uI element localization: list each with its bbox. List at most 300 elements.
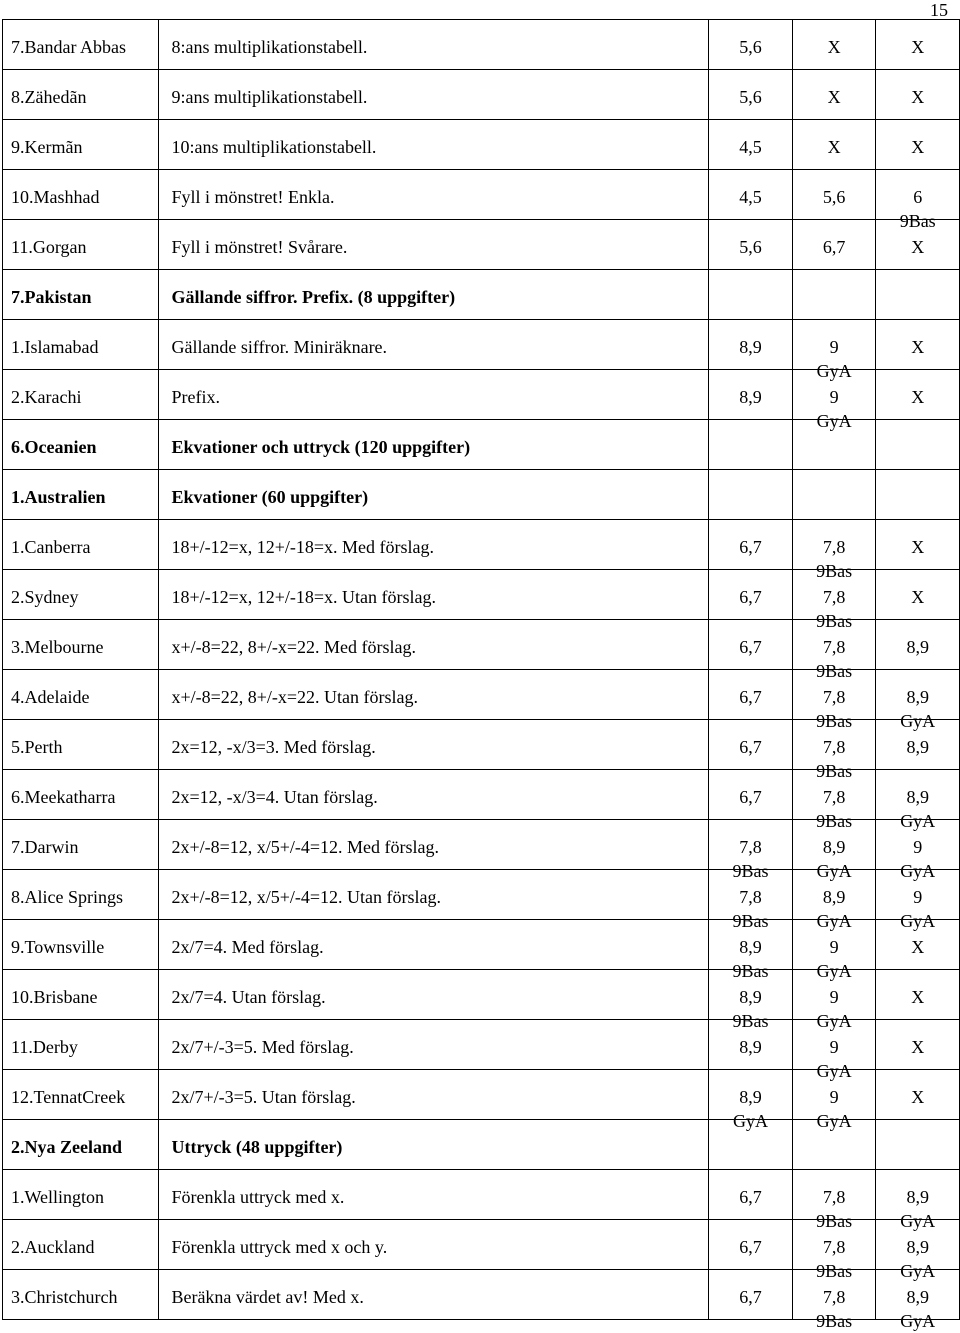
value-line: 4,5: [739, 137, 762, 157]
place-cell: [3, 570, 159, 620]
v1-cell: [709, 1120, 793, 1170]
v2-cell: [792, 670, 876, 731]
description-cell: [159, 270, 709, 320]
value-line: 7,8: [822, 1237, 846, 1257]
description-cell: [159, 620, 709, 670]
description-cell: [159, 820, 709, 870]
v1-cell: [709, 970, 793, 1031]
value-line: 9Bas: [732, 911, 769, 931]
value-line: 6,7: [739, 787, 762, 807]
table-row: [3, 120, 960, 170]
v2-cell: [792, 620, 876, 681]
place-name: 3.Christchurch: [11, 1287, 118, 1307]
value-line: X: [911, 387, 925, 407]
value-line: GyA: [900, 911, 936, 931]
v2-cell: [792, 470, 876, 520]
value-line: 6,7: [739, 737, 762, 757]
task-description: Förenkla uttryck med x och y.: [171, 1237, 388, 1257]
v1-cell: [709, 720, 793, 770]
v2-cell: [792, 920, 876, 981]
description-cell: [159, 1170, 709, 1220]
task-description: 18+/-12=x, 12+/-18=x. Med förslag.: [171, 537, 435, 557]
place-name: 8.Alice Springs: [11, 887, 123, 907]
task-description: Ekvationer (60 uppgifter): [171, 487, 369, 507]
table-row: [3, 170, 960, 220]
task-description: 9:ans multiplikationstabell.: [171, 87, 368, 107]
task-description: x+/-8=22, 8+/-x=22. Med förslag.: [171, 637, 417, 657]
value-line: 8,9: [739, 337, 762, 357]
value-line: 9: [913, 837, 923, 857]
value-line: 6: [913, 187, 923, 207]
v2-cell: [792, 1270, 876, 1331]
place-name: 9.Townsville: [11, 937, 105, 957]
value-line: X: [911, 87, 925, 107]
task-description: Uttryck (48 uppgifter): [171, 1137, 343, 1157]
value-line: 8,9: [906, 1187, 929, 1207]
v2-cell: [792, 320, 876, 381]
description-cell: [159, 170, 709, 220]
place-cell: [3, 670, 159, 720]
v1-cell: [709, 620, 793, 670]
place-name: 1.Australien: [11, 487, 106, 507]
value-line: 9: [829, 987, 839, 1007]
value-line: GyA: [816, 1061, 852, 1081]
table-row: [3, 70, 960, 120]
description-cell: [159, 70, 709, 120]
description-cell: [159, 520, 709, 570]
v3-cell: [876, 470, 960, 520]
table-row: [3, 870, 960, 920]
value-line: 9Bas: [732, 1011, 769, 1031]
v3-cell: [876, 420, 960, 470]
task-description: Gällande siffror. Prefix. (8 uppgifter): [171, 287, 456, 307]
section-row: [3, 1120, 960, 1170]
value-line: X: [827, 87, 841, 107]
place-name: 4.Adelaide: [11, 687, 90, 707]
value-line: 9: [829, 937, 839, 957]
value-line: 9Bas: [732, 961, 769, 981]
place-cell: [3, 470, 159, 520]
v2-cell: [792, 820, 876, 881]
place-cell: [3, 770, 159, 820]
value-line: 5,6: [739, 87, 762, 107]
page-number: 15: [930, 0, 948, 20]
value-line: GyA: [900, 1311, 936, 1331]
value-line: 9Bas: [816, 711, 853, 731]
place-name: 7.Pakistan: [11, 287, 92, 307]
v2-cell: [792, 1120, 876, 1170]
v2-cell: [792, 770, 876, 831]
v2-cell: [792, 1070, 876, 1131]
value-line: 8,9: [739, 937, 762, 957]
place-cell: [3, 520, 159, 570]
value-line: 7,8: [822, 587, 846, 607]
v3-cell: [876, 570, 960, 620]
description-cell: [159, 320, 709, 370]
v1-cell: [709, 320, 793, 370]
v3-cell: [876, 870, 960, 931]
description-cell: [159, 1120, 709, 1170]
v1-cell: [709, 120, 793, 170]
place-name: 2.Auckland: [11, 1237, 95, 1257]
value-line: 8,9: [906, 637, 929, 657]
v2-cell: [792, 870, 876, 931]
v3-cell: [876, 1020, 960, 1070]
value-line: 9Bas: [816, 1311, 853, 1331]
value-line: 8,9: [822, 887, 846, 907]
value-line: X: [911, 987, 925, 1007]
value-line: 5,6: [739, 37, 762, 57]
task-description: Prefix.: [171, 387, 220, 407]
task-description: 10:ans multiplikationstabell.: [171, 137, 377, 157]
v1-cell: [709, 520, 793, 570]
task-description: 18+/-12=x, 12+/-18=x. Utan förslag.: [171, 587, 437, 607]
section-row: [3, 470, 960, 520]
value-line: GyA: [900, 861, 936, 881]
v1-cell: [709, 170, 793, 220]
place-cell: [3, 170, 159, 220]
value-line: 8,9: [906, 1237, 929, 1257]
task-description: 2x/7=4. Utan förslag.: [171, 987, 326, 1007]
v2-cell: [792, 720, 876, 781]
v2-cell: [792, 520, 876, 581]
v3-cell: [876, 370, 960, 420]
value-line: 9Bas: [816, 1211, 853, 1231]
place-name: 11.Derby: [11, 1037, 78, 1057]
description-cell: [159, 920, 709, 970]
table-row: [3, 970, 960, 1020]
place-name: 8.Zähedãn: [11, 87, 87, 107]
v2-cell: [792, 220, 876, 270]
table-row: [3, 620, 960, 670]
value-line: 7,8: [822, 787, 846, 807]
v3-cell: [876, 120, 960, 170]
place-cell: [3, 1020, 159, 1070]
v3-cell: [876, 970, 960, 1020]
value-line: 9Bas: [816, 761, 853, 781]
place-cell: [3, 1120, 159, 1170]
value-line: 9Bas: [899, 211, 936, 231]
place-name: 6.Oceanien: [11, 437, 97, 457]
v1-cell: [709, 1270, 793, 1320]
v2-cell: [792, 170, 876, 220]
v3-cell: [876, 1270, 960, 1331]
value-line: 9Bas: [816, 661, 853, 681]
task-description: 8:ans multiplikationstabell.: [171, 37, 368, 57]
task-description: Fyll i mönstret! Svårare.: [171, 237, 348, 257]
place-name: 10.Brisbane: [11, 987, 98, 1007]
v3-cell: [876, 920, 960, 970]
value-line: X: [911, 537, 925, 557]
description-cell: [159, 570, 709, 620]
description-cell: [159, 370, 709, 420]
value-line: 7,8: [822, 537, 846, 557]
place-cell: [3, 620, 159, 670]
v1-cell: [709, 870, 793, 931]
value-line: 8,9: [739, 1087, 762, 1107]
v2-cell: [792, 20, 876, 70]
value-line: 7,8: [739, 887, 762, 907]
description-cell: [159, 1070, 709, 1120]
v2-cell: [792, 1170, 876, 1231]
table-row: [3, 1270, 960, 1320]
value-line: GyA: [816, 361, 852, 381]
v1-cell: [709, 1020, 793, 1070]
table-row: [3, 670, 960, 720]
place-name: 12.TennatCreek: [11, 1087, 126, 1107]
description-cell: [159, 770, 709, 820]
place-name: 7.Darwin: [11, 837, 79, 857]
place-name: 5.Perth: [11, 737, 63, 757]
place-name: 6.Meekatharra: [11, 787, 116, 807]
v1-cell: [709, 820, 793, 881]
v3-cell: [876, 820, 960, 881]
v1-cell: [709, 20, 793, 70]
task-description: 2x=12, -x/3=4. Utan förslag.: [171, 787, 378, 807]
value-line: 6,7: [822, 237, 846, 257]
description-cell: [159, 870, 709, 920]
place-name: 2.Karachi: [11, 387, 82, 407]
section-row: [3, 270, 960, 320]
table-row: [3, 820, 960, 870]
place-cell: [3, 1170, 159, 1220]
place-cell: [3, 320, 159, 370]
v3-cell: [876, 770, 960, 831]
value-line: 9: [829, 1087, 839, 1107]
table-row: [3, 920, 960, 970]
v3-cell: [876, 220, 960, 270]
value-line: 6,7: [739, 1237, 762, 1257]
table-row: [3, 1220, 960, 1270]
v3-cell: [876, 320, 960, 370]
value-line: X: [911, 937, 925, 957]
v3-cell: [876, 520, 960, 570]
value-line: 8,9: [739, 387, 762, 407]
value-line: 7,8: [822, 1187, 846, 1207]
place-cell: [3, 20, 159, 70]
value-line: X: [827, 137, 841, 157]
value-line: 6,7: [739, 1187, 762, 1207]
value-line: 9Bas: [816, 1261, 853, 1281]
value-line: GyA: [816, 861, 852, 881]
task-description: Gällande siffror. Miniräknare.: [171, 337, 388, 357]
table-row: [3, 770, 960, 820]
v2-cell: [792, 420, 876, 470]
value-line: 9: [829, 1037, 839, 1057]
v2-cell: [792, 370, 876, 431]
v1-cell: [709, 270, 793, 320]
place-cell: [3, 120, 159, 170]
v2-cell: [792, 570, 876, 631]
value-line: X: [911, 1087, 925, 1107]
place-name: 3.Melbourne: [11, 637, 104, 657]
v3-cell: [876, 1120, 960, 1170]
table-row: [3, 20, 960, 70]
value-line: 8,9: [739, 1037, 762, 1057]
description-cell: [159, 20, 709, 70]
v2-cell: [792, 1020, 876, 1081]
place-name: 10.Mashhad: [11, 187, 100, 207]
value-line: GyA: [900, 811, 936, 831]
value-line: 8,9: [906, 737, 929, 757]
place-name: 2.Nya Zeeland: [11, 1137, 123, 1157]
value-line: X: [911, 337, 925, 357]
description-cell: [159, 670, 709, 720]
description-cell: [159, 720, 709, 770]
value-line: X: [827, 37, 841, 57]
place-name: 9.Kermãn: [11, 137, 83, 157]
v1-cell: [709, 470, 793, 520]
value-line: 8,9: [906, 687, 929, 707]
v3-cell: [876, 170, 960, 231]
value-line: X: [911, 37, 925, 57]
place-name: 11.Gorgan: [11, 237, 87, 257]
value-line: GyA: [900, 711, 936, 731]
v1-cell: [709, 570, 793, 620]
value-line: 7,8: [822, 637, 846, 657]
place-name: 1.Canberra: [11, 537, 91, 557]
place-cell: [3, 820, 159, 870]
v2-cell: [792, 270, 876, 320]
v3-cell: [876, 670, 960, 731]
task-description: Ekvationer och uttryck (120 uppgifter): [171, 437, 471, 457]
table-row: [3, 320, 960, 370]
v1-cell: [709, 770, 793, 820]
place-cell: [3, 370, 159, 420]
value-line: 9: [913, 887, 923, 907]
value-line: 5,6: [822, 187, 846, 207]
value-line: 7,8: [822, 1287, 846, 1307]
v3-cell: [876, 620, 960, 670]
value-line: 6,7: [739, 687, 762, 707]
description-cell: [159, 1270, 709, 1320]
task-description: 2x+/-8=12, x/5+/-4=12. Utan förslag.: [171, 887, 442, 907]
value-line: 6,7: [739, 537, 762, 557]
task-description: 2x+/-8=12, x/5+/-4=12. Med förslag.: [171, 837, 440, 857]
place-cell: [3, 720, 159, 770]
value-line: X: [911, 137, 925, 157]
value-line: GyA: [733, 1111, 769, 1131]
value-line: GyA: [900, 1211, 936, 1231]
table-row: [3, 720, 960, 770]
description-cell: [159, 970, 709, 1020]
value-line: GyA: [816, 411, 852, 431]
table-row: [3, 1070, 960, 1120]
place-name: 1.Wellington: [11, 1187, 105, 1207]
task-table: [2, 19, 960, 1331]
description-cell: [159, 120, 709, 170]
v2-cell: [792, 970, 876, 1031]
value-line: 8,9: [822, 837, 846, 857]
task-description: 2x/7+/-3=5. Med förslag.: [171, 1037, 354, 1057]
value-line: 6,7: [739, 587, 762, 607]
value-line: 6,7: [739, 1287, 762, 1307]
place-cell: [3, 920, 159, 970]
value-line: 4,5: [739, 187, 762, 207]
table-row: [3, 570, 960, 620]
v3-cell: [876, 270, 960, 320]
place-cell: [3, 1270, 159, 1320]
task-description: 2x=12, -x/3=3. Med förslag.: [171, 737, 376, 757]
task-description: x+/-8=22, 8+/-x=22. Utan förslag.: [171, 687, 419, 707]
value-line: 9Bas: [816, 561, 853, 581]
value-line: 9Bas: [732, 861, 769, 881]
task-description: 2x/7+/-3=5. Utan förslag.: [171, 1087, 356, 1107]
place-name: 1.Islamabad: [11, 337, 99, 357]
v1-cell: [709, 220, 793, 270]
description-cell: [159, 220, 709, 270]
v3-cell: [876, 20, 960, 70]
table-row: [3, 220, 960, 270]
value-line: X: [911, 1037, 925, 1057]
v1-cell: [709, 1070, 793, 1131]
v1-cell: [709, 370, 793, 420]
value-line: 9Bas: [816, 811, 853, 831]
place-name: 2.Sydney: [11, 587, 79, 607]
place-cell: [3, 1070, 159, 1120]
value-line: 9Bas: [816, 611, 853, 631]
value-line: 5,6: [739, 237, 762, 257]
description-cell: [159, 1220, 709, 1270]
place-cell: [3, 270, 159, 320]
table-row: [3, 370, 960, 420]
v1-cell: [709, 420, 793, 470]
description-cell: [159, 1020, 709, 1070]
v3-cell: [876, 1220, 960, 1281]
v3-cell: [876, 70, 960, 120]
value-line: GyA: [900, 1261, 936, 1281]
value-line: 8,9: [739, 987, 762, 1007]
v1-cell: [709, 70, 793, 120]
v1-cell: [709, 1170, 793, 1220]
v2-cell: [792, 70, 876, 120]
description-cell: [159, 470, 709, 520]
table-row: [3, 520, 960, 570]
table-row: [3, 1020, 960, 1070]
description-cell: [159, 420, 709, 470]
value-line: 7,8: [739, 837, 762, 857]
value-line: GyA: [816, 961, 852, 981]
value-line: GyA: [816, 911, 852, 931]
value-line: 7,8: [822, 687, 846, 707]
value-line: GyA: [816, 1011, 852, 1031]
place-cell: [3, 420, 159, 470]
v2-cell: [792, 120, 876, 170]
table-row: [3, 1170, 960, 1220]
value-line: 7,8: [822, 737, 846, 757]
v3-cell: [876, 1070, 960, 1120]
place-cell: [3, 1220, 159, 1270]
place-cell: [3, 870, 159, 920]
place-cell: [3, 70, 159, 120]
value-line: GyA: [816, 1111, 852, 1131]
value-line: 9: [829, 337, 839, 357]
value-line: 8,9: [906, 1287, 929, 1307]
place-name: 7.Bandar Abbas: [11, 37, 126, 57]
v3-cell: [876, 1170, 960, 1231]
section-row: [3, 420, 960, 470]
place-cell: [3, 970, 159, 1020]
v1-cell: [709, 670, 793, 720]
v1-cell: [709, 1220, 793, 1270]
value-line: X: [911, 587, 925, 607]
task-description: Beräkna värdet av! Med x.: [171, 1287, 364, 1307]
v2-cell: [792, 1220, 876, 1281]
value-line: 6,7: [739, 637, 762, 657]
v3-cell: [876, 720, 960, 770]
task-description: 2x/7=4. Med förslag.: [171, 937, 324, 957]
place-cell: [3, 220, 159, 270]
